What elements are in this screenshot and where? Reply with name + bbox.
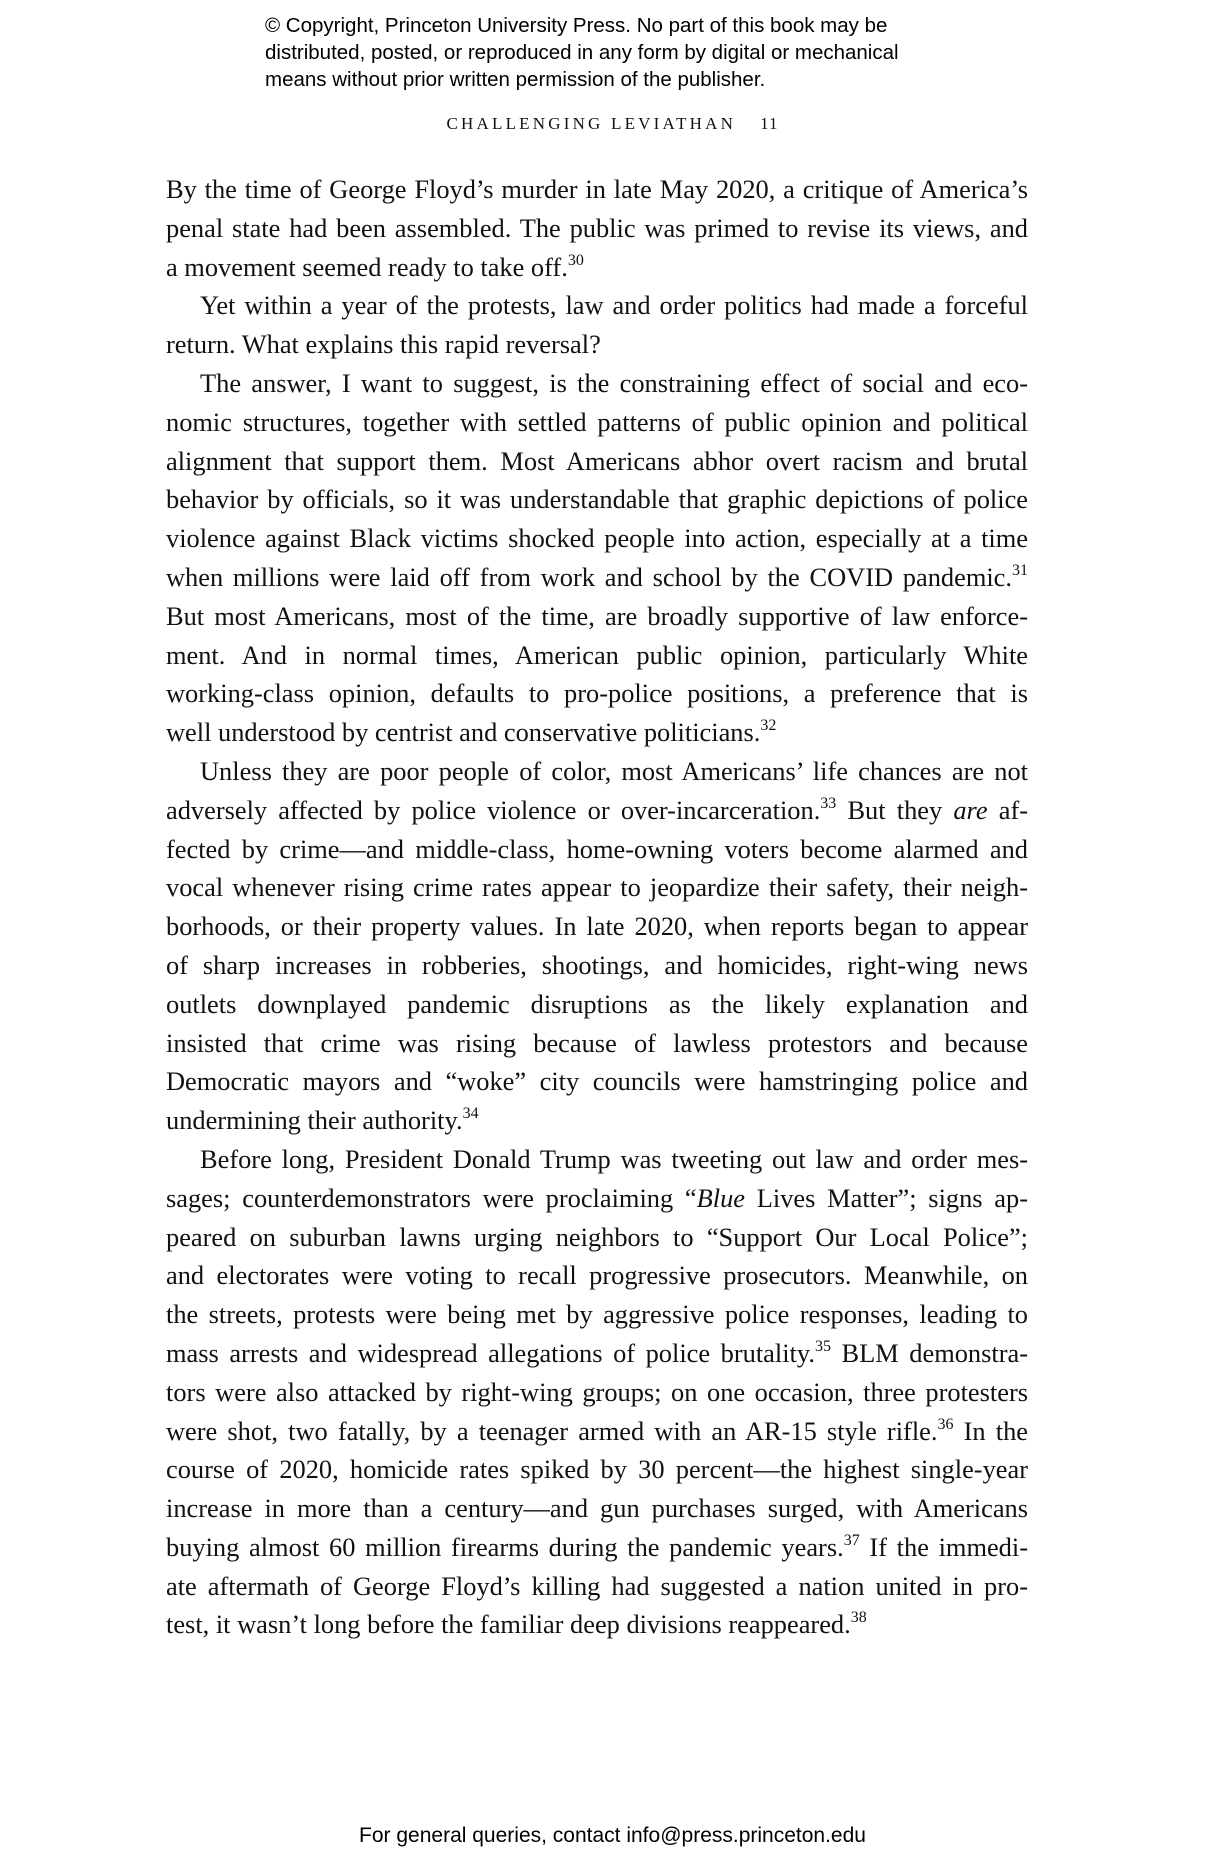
paragraph <box>166 170 1028 286</box>
line-text: borhoods, or their property values. In late 2020, when reports began to appear <box>166 911 1028 942</box>
footnote-ref: 30 <box>567 251 584 269</box>
line-text: penal state had been assembled. The public was primed to revise its views, and <box>166 212 1028 243</box>
line-text: buying almost 60 million firearms during the pandemic years. <box>166 1531 844 1562</box>
line-text: But they <box>836 794 954 825</box>
text-line <box>166 1101 1028 1140</box>
emphasis-text: are <box>953 794 988 825</box>
running-head <box>0 114 1225 134</box>
text-line <box>166 1256 1028 1295</box>
footnote-ref: 32 <box>760 717 777 735</box>
text-line <box>166 558 1028 597</box>
line-text: insisted that crime was rising because of lawless protestors and because <box>166 1027 1028 1058</box>
text-line <box>166 1334 1028 1373</box>
footnote-ref: 34 <box>462 1105 479 1123</box>
footnote-ref: 31 <box>1012 561 1028 579</box>
footnote-ref: 37 <box>843 1531 860 1549</box>
line-text: ate aftermath of George Floyd’s killing had suggested a nation united in pro- <box>166 1570 1028 1601</box>
text-line <box>166 286 1028 325</box>
text-line <box>166 830 1028 869</box>
text-line <box>166 248 1028 287</box>
line-text: violence against Black victims shocked people into action, especially at a time <box>166 523 1028 554</box>
copyright-notice <box>265 12 1025 93</box>
line-text: adversely affected by police violence or over-incarceration. <box>166 794 821 825</box>
text-line <box>166 1140 1028 1179</box>
line-text: return. What explains this rapid reversal? <box>166 329 601 360</box>
line-text: when millions were laid off from work and school by the COVID pandemic. <box>166 561 1012 592</box>
text-line <box>166 713 1028 752</box>
text-line <box>166 1567 1028 1606</box>
line-text: of sharp increases in robberies, shootings, and homicides, right-wing news <box>166 949 1028 980</box>
line-text: sages; counterdemonstrators were proclaiming “ <box>166 1182 697 1213</box>
copyright-line: means without prior written permission of the publisher. <box>265 68 766 91</box>
line-text: The answer, I want to suggest, is the constraining effect of social and eco- <box>200 367 1028 398</box>
line-text: Lives Matter”; signs ap- <box>745 1182 1028 1213</box>
line-text: test, it wasn’t long before the familiar deep divisions reappeared. <box>166 1609 851 1640</box>
text-line <box>166 1412 1028 1451</box>
line-text: working-class opinion, defaults to pro-police positions, a preference that is <box>166 678 1028 709</box>
line-text: well understood by centrist and conservative politicians. <box>166 717 761 748</box>
text-line <box>166 752 1028 791</box>
text-line <box>166 597 1028 636</box>
line-text: were shot, two fatally, by a teenager armed with an AR-15 style rifle. <box>166 1415 938 1446</box>
line-text: ment. And in normal times, American public opinion, particularly White <box>166 639 1028 670</box>
running-head-title: CHALLENGING LEVIATHAN <box>446 114 737 133</box>
emphasis-text: Blue <box>696 1182 746 1213</box>
line-text: In the <box>953 1415 1028 1446</box>
text-line <box>166 1024 1028 1063</box>
paragraph <box>166 364 1028 752</box>
text-line <box>166 985 1028 1024</box>
text-line <box>166 209 1028 248</box>
paragraph <box>166 752 1028 1140</box>
line-text: tors were also attacked by right-wing groups; on one occasion, three protesters <box>166 1376 1028 1407</box>
line-text: and electorates were voting to recall progressive prosecutors. Meanwhile, on <box>166 1260 1028 1291</box>
text-line <box>166 1373 1028 1412</box>
line-text: Before long, President Donald Trump was tweeting out law and order mes- <box>200 1143 1028 1174</box>
line-text: vocal whenever rising crime rates appear to jeopardize their safety, their neigh- <box>166 872 1028 903</box>
line-text: nomic structures, together with settled patterns of public opinion and political <box>166 406 1028 437</box>
footer-contact: For general queries, contact info@press.princeton.edu <box>359 1824 866 1847</box>
body-text <box>166 170 1028 1644</box>
text-line <box>166 325 1028 364</box>
line-text: undermining their authority. <box>166 1105 463 1136</box>
line-text: mass arrests and widespread allegations of police brutality. <box>166 1337 815 1368</box>
text-line <box>166 1605 1028 1644</box>
paragraph <box>166 286 1028 364</box>
text-line <box>166 480 1028 519</box>
line-text: alignment that support them. Most Americans abhor overt racism and brutal <box>166 445 1028 476</box>
line-text: If the immedi- <box>859 1531 1028 1562</box>
text-line <box>166 170 1028 209</box>
line-text: course of 2020, homicide rates spiked by 30 percent—the highest single-year <box>166 1454 1028 1485</box>
text-line <box>166 636 1028 675</box>
text-line <box>166 364 1028 403</box>
text-line <box>166 1489 1028 1528</box>
text-line <box>166 1179 1028 1218</box>
copyright-line: © Copyright, Princeton University Press. No part of this book may be <box>265 14 888 37</box>
text-line <box>166 791 1028 830</box>
footnote-ref: 36 <box>937 1415 954 1433</box>
line-text: By the time of George Floyd’s murder in late May 2020, a critique of America’s <box>166 174 1028 204</box>
footnote-ref: 35 <box>814 1337 831 1355</box>
text-line <box>166 674 1028 713</box>
line-text: peared on suburban lawns urging neighbors to “Support Our Local Police”; <box>166 1221 1028 1252</box>
text-line <box>166 442 1028 481</box>
text-line <box>166 946 1028 985</box>
line-text: BLM demonstra- <box>830 1337 1028 1368</box>
line-text: But most Americans, most of the time, are broadly supportive of law enforce- <box>166 600 1028 631</box>
line-text: outlets downplayed pandemic disruptions as the likely explanation and <box>166 988 1028 1019</box>
text-line <box>166 1218 1028 1257</box>
page-number: 11 <box>760 114 779 133</box>
paragraph <box>166 1140 1028 1644</box>
text-line <box>166 403 1028 442</box>
line-text: fected by crime—and middle-class, home-owning voters become alarmed and <box>166 833 1028 864</box>
footnote-ref: 38 <box>850 1609 867 1627</box>
footnote-ref: 33 <box>820 794 837 812</box>
line-text: behavior by officials, so it was understandable that graphic depictions of police <box>166 484 1028 515</box>
line-text: Unless they are poor people of color, most Americans’ life chances are not <box>200 755 1028 786</box>
text-line <box>166 1528 1028 1567</box>
line-text: Democratic mayors and “woke” city councils were hamstringing police and <box>166 1066 1028 1097</box>
text-line <box>166 907 1028 946</box>
line-text: increase in more than a century—and gun purchases surged, with Americans <box>166 1493 1028 1524</box>
text-line <box>166 1295 1028 1334</box>
text-line <box>166 868 1028 907</box>
text-line <box>166 519 1028 558</box>
line-text: the streets, protests were being met by aggressive police responses, leading to <box>166 1299 1028 1330</box>
line-text: af- <box>987 794 1028 825</box>
line-text: Yet within a year of the protests, law and order politics had made a forceful <box>200 290 1028 321</box>
line-text: a movement seemed ready to take off. <box>166 251 568 282</box>
text-line <box>166 1450 1028 1489</box>
copyright-line: distributed, posted, or reproduced in any form by digital or mechanical <box>265 41 899 64</box>
text-line <box>166 1062 1028 1101</box>
